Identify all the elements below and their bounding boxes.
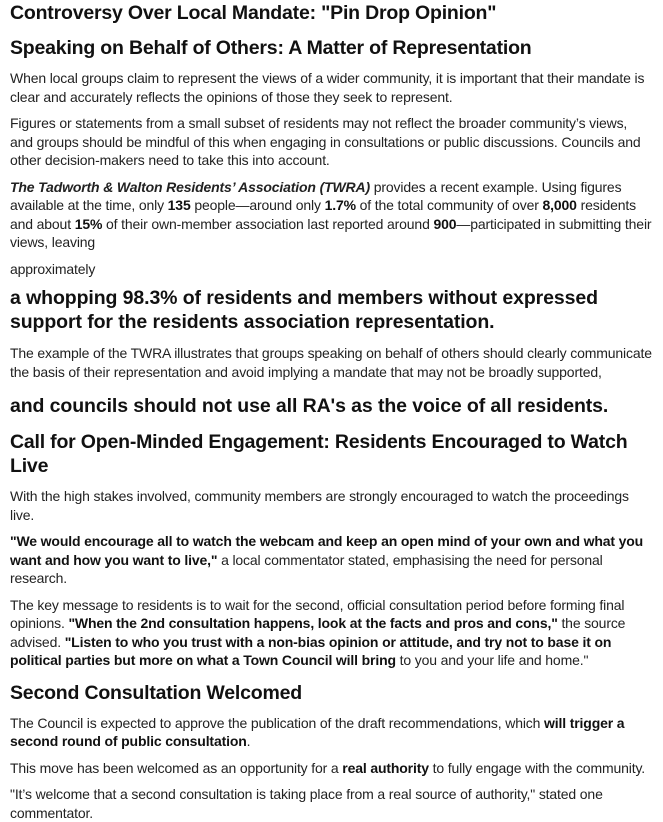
count-people: 135 [167,197,191,213]
pct-members: 15% [74,215,103,232]
engagement-heading: Call for Open-Minded Engagement: Residents Encouraged to Watch Live [10,431,628,477]
approx-text: approximately [10,260,96,277]
representation-para-2: Figures or statements from a small subset of residents may not reflect the broader community’s views, and groups should be mindful of this when engaging in consultations or public discussions. Councils and other decision-makers need to take this into account. [10,115,641,168]
engagement-para-3: The key message to residents is to wait for the second, official consultation period before forming final opinions. "When the 2nd consultation happens, look at the facts and pros and cons," the source advised. "Listen to who you trust with a non-bias opinion or attitude, and try not to base it on political parties but more on what a Town Council will bring to you and your life and home." [10,596,626,668]
consultation-heading: Second Consultation Welcomed [10,681,302,704]
org-name: The Tadworth & Walton Residents’ Association (TWRA) [10,178,370,195]
representation-heading: Speaking on Behalf of Others: A Matter of Representation [10,37,532,59]
representation-para-3: The Tadworth & Walton Residents’ Association (TWRA) provides a recent example. Using figures available at the time, only 135 people—around only 1.7% of the total community of over 8,000 residents and about 15% of their own-member association last reported around 900—participated in submitting their views, leaving [10,178,652,250]
pct-community: 1.7% [324,197,356,213]
count-members: 900 [433,215,457,232]
consultation-para-1: The Council is expected to approve the publication of the draft recommendations, which will trigger a second round of public consultation. [10,714,625,749]
consultation-para-3: "It’s welcome that a second consultation is taking place from a real source of authority," stated one commentator. [10,786,603,821]
representation-para-1: When local groups claim to represent the views of a wider community, it is important that their mandate is clear and accurately reflects the opinions of those they seek to represent. [10,70,645,105]
quote-bold: "We would encourage all to watch the webcam and keep an open mind of your own and what you want and how you want to live," [10,533,644,568]
consultation-para-2: This move has been welcomed as an opportunity for a real authority to fully engage with the community. [10,759,645,776]
count-community: 8,000 [542,197,577,213]
representation-para-4: The example of the TWRA illustrates that groups speaking on behalf of others should clearly communicate the basis of their representation and avoid implying a mandate that may not be broadly supported, [10,345,652,380]
highlight-statement: a whopping 98.3% of residents and members without expressed support for the residents association representation. [10,287,598,333]
highlight-statement-2: and councils should not use all RA's as the voice of all residents. [10,395,609,417]
engagement-quote: "We would encourage all to watch the webcam and keep an open mind of your own and what you want and how you want to live," a local commentator stated, emphasising the need for personal research. [10,533,644,586]
page-title: Controversy Over Local Mandate: "Pin Drop Opinion" [10,2,497,24]
engagement-para-1: With the high stakes involved, community members are strongly encouraged to watch the proceedings live. [10,488,629,523]
